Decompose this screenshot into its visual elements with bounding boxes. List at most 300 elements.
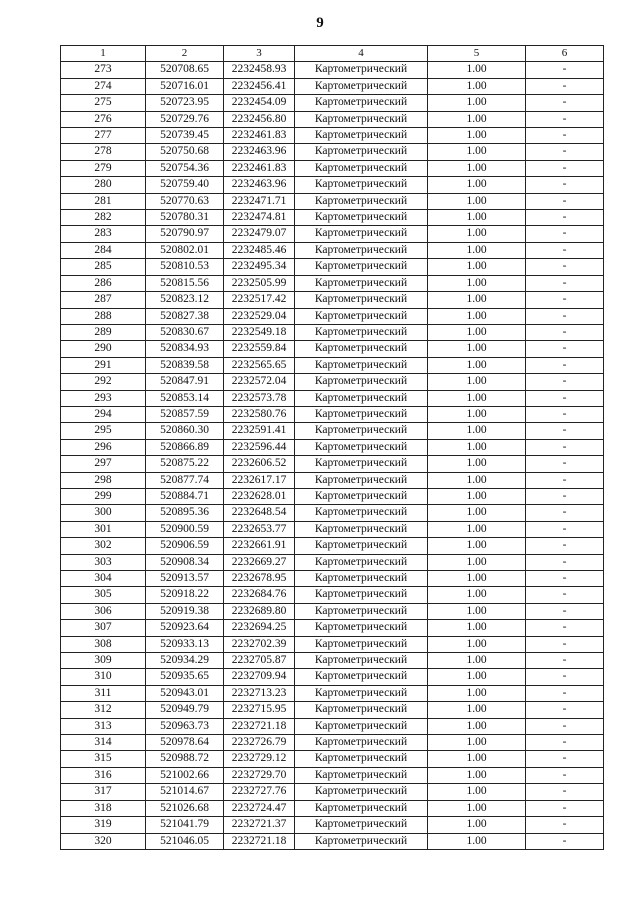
method-cell: Картометрический (295, 341, 428, 357)
y-coordinate-cell: 2232721.18 (224, 718, 295, 734)
table-row (61, 357, 604, 373)
method-cell: Картометрический (295, 275, 428, 291)
method-cell: Картометрический (295, 833, 428, 849)
description-cell: - (526, 259, 604, 275)
point-number-cell: 276 (61, 111, 146, 127)
method-cell: Картометрический (295, 718, 428, 734)
accuracy-cell: 1.00 (428, 620, 526, 636)
accuracy-cell: 1.00 (428, 95, 526, 111)
x-coordinate-cell: 520943.01 (146, 685, 224, 701)
description-cell: - (526, 292, 604, 308)
x-coordinate-cell: 520913.57 (146, 571, 224, 587)
method-cell: Картометрический (295, 603, 428, 619)
x-coordinate-cell: 520857.59 (146, 406, 224, 422)
x-coordinate-cell: 520933.13 (146, 636, 224, 652)
table-row (61, 177, 604, 193)
description-cell: - (526, 242, 604, 258)
y-coordinate-cell: 2232721.37 (224, 817, 295, 833)
table-row (61, 767, 604, 783)
accuracy-cell: 1.00 (428, 653, 526, 669)
table-row (61, 587, 604, 603)
table-row (61, 423, 604, 439)
table-row (61, 833, 604, 849)
y-coordinate-cell: 2232729.70 (224, 767, 295, 783)
point-number-cell: 286 (61, 275, 146, 291)
table-body (61, 62, 604, 850)
description-cell: - (526, 341, 604, 357)
point-number-cell: 282 (61, 210, 146, 226)
y-coordinate-cell: 2232591.41 (224, 423, 295, 439)
accuracy-cell: 1.00 (428, 521, 526, 537)
method-cell: Картометрический (295, 242, 428, 258)
description-cell: - (526, 587, 604, 603)
method-cell: Картометрический (295, 669, 428, 685)
x-coordinate-cell: 521041.79 (146, 817, 224, 833)
accuracy-cell: 1.00 (428, 341, 526, 357)
method-cell: Картометрический (295, 505, 428, 521)
method-cell: Картометрический (295, 144, 428, 160)
table-row (61, 390, 604, 406)
accuracy-cell: 1.00 (428, 735, 526, 751)
y-coordinate-cell: 2232454.09 (224, 95, 295, 111)
x-coordinate-cell: 520770.63 (146, 193, 224, 209)
accuracy-cell: 1.00 (428, 406, 526, 422)
accuracy-cell: 1.00 (428, 242, 526, 258)
accuracy-cell: 1.00 (428, 488, 526, 504)
y-coordinate-cell: 2232648.54 (224, 505, 295, 521)
accuracy-cell: 1.00 (428, 144, 526, 160)
table-row (61, 324, 604, 340)
point-number-cell: 283 (61, 226, 146, 242)
accuracy-cell: 1.00 (428, 423, 526, 439)
table-row (61, 521, 604, 537)
method-cell: Картометрический (295, 587, 428, 603)
table-row (61, 554, 604, 570)
y-coordinate-cell: 2232529.04 (224, 308, 295, 324)
x-coordinate-cell: 520918.22 (146, 587, 224, 603)
description-cell: - (526, 193, 604, 209)
table-row (61, 144, 604, 160)
description-cell: - (526, 702, 604, 718)
method-cell: Картометрический (295, 800, 428, 816)
y-coordinate-cell: 2232573.78 (224, 390, 295, 406)
description-cell: - (526, 718, 604, 734)
x-coordinate-cell: 520823.12 (146, 292, 224, 308)
point-number-cell: 284 (61, 242, 146, 258)
x-coordinate-cell: 520790.97 (146, 226, 224, 242)
table-row (61, 718, 604, 734)
description-cell: - (526, 653, 604, 669)
accuracy-cell: 1.00 (428, 472, 526, 488)
accuracy-cell: 1.00 (428, 275, 526, 291)
x-coordinate-cell: 520978.64 (146, 735, 224, 751)
table-row (61, 78, 604, 94)
x-coordinate-cell: 520723.95 (146, 95, 224, 111)
description-cell: - (526, 324, 604, 340)
description-cell: - (526, 160, 604, 176)
point-number-cell: 304 (61, 571, 146, 587)
table-row (61, 210, 604, 226)
method-cell: Картометрический (295, 488, 428, 504)
point-number-cell: 273 (61, 62, 146, 78)
description-cell: - (526, 505, 604, 521)
y-coordinate-cell: 2232606.52 (224, 456, 295, 472)
y-coordinate-cell: 2232456.80 (224, 111, 295, 127)
y-coordinate-cell: 2232727.76 (224, 784, 295, 800)
point-number-cell: 278 (61, 144, 146, 160)
table-row (61, 242, 604, 258)
y-coordinate-cell: 2232684.76 (224, 587, 295, 603)
accuracy-cell: 1.00 (428, 784, 526, 800)
accuracy-cell: 1.00 (428, 357, 526, 373)
x-coordinate-cell: 520875.22 (146, 456, 224, 472)
x-coordinate-cell: 520729.76 (146, 111, 224, 127)
description-cell: - (526, 456, 604, 472)
description-cell: - (526, 833, 604, 849)
table-row (61, 653, 604, 669)
method-cell: Картометрический (295, 357, 428, 373)
y-coordinate-cell: 2232628.01 (224, 488, 295, 504)
accuracy-cell: 1.00 (428, 324, 526, 340)
accuracy-cell: 1.00 (428, 685, 526, 701)
method-cell: Картометрический (295, 308, 428, 324)
method-cell: Картометрический (295, 735, 428, 751)
point-number-cell: 308 (61, 636, 146, 652)
description-cell: - (526, 423, 604, 439)
x-coordinate-cell: 520884.71 (146, 488, 224, 504)
x-coordinate-cell: 520919.38 (146, 603, 224, 619)
point-number-cell: 300 (61, 505, 146, 521)
accuracy-cell: 1.00 (428, 554, 526, 570)
x-coordinate-cell: 520906.59 (146, 538, 224, 554)
point-number-cell: 306 (61, 603, 146, 619)
point-number-cell: 275 (61, 95, 146, 111)
method-cell: Картометрический (295, 521, 428, 537)
page-number: 9 (316, 15, 324, 31)
x-coordinate-cell: 520815.56 (146, 275, 224, 291)
accuracy-cell: 1.00 (428, 702, 526, 718)
method-cell: Картометрический (295, 784, 428, 800)
accuracy-cell: 1.00 (428, 587, 526, 603)
table-row (61, 406, 604, 422)
point-number-cell: 281 (61, 193, 146, 209)
x-coordinate-cell: 520716.01 (146, 78, 224, 94)
point-number-cell: 315 (61, 751, 146, 767)
table-row (61, 620, 604, 636)
table-row (61, 702, 604, 718)
x-coordinate-cell: 521002.66 (146, 767, 224, 783)
description-cell: - (526, 488, 604, 504)
y-coordinate-cell: 2232694.25 (224, 620, 295, 636)
method-cell: Картометрический (295, 817, 428, 833)
accuracy-cell: 1.00 (428, 833, 526, 849)
point-number-cell: 292 (61, 374, 146, 390)
y-coordinate-cell: 2232678.95 (224, 571, 295, 587)
table-row (61, 275, 604, 291)
point-number-cell: 290 (61, 341, 146, 357)
accuracy-cell: 1.00 (428, 193, 526, 209)
method-cell: Картометрический (295, 177, 428, 193)
accuracy-cell: 1.00 (428, 128, 526, 144)
x-coordinate-cell: 520949.79 (146, 702, 224, 718)
accuracy-cell: 1.00 (428, 571, 526, 587)
point-number-cell: 301 (61, 521, 146, 537)
table-row (61, 95, 604, 111)
description-cell: - (526, 472, 604, 488)
y-coordinate-cell: 2232721.18 (224, 833, 295, 849)
y-coordinate-cell: 2232709.94 (224, 669, 295, 685)
table-row (61, 571, 604, 587)
y-coordinate-cell: 2232463.96 (224, 177, 295, 193)
description-cell: - (526, 735, 604, 751)
point-number-cell: 285 (61, 259, 146, 275)
method-cell: Картометрический (295, 653, 428, 669)
point-number-cell: 318 (61, 800, 146, 816)
description-cell: - (526, 144, 604, 160)
description-cell: - (526, 603, 604, 619)
x-coordinate-cell: 520900.59 (146, 521, 224, 537)
method-cell: Картометрический (295, 472, 428, 488)
description-cell: - (526, 95, 604, 111)
y-coordinate-cell: 2232572.04 (224, 374, 295, 390)
point-number-cell: 277 (61, 128, 146, 144)
method-cell: Картометрический (295, 62, 428, 78)
x-coordinate-cell: 520866.89 (146, 439, 224, 455)
accuracy-cell: 1.00 (428, 767, 526, 783)
table-row (61, 62, 604, 78)
y-coordinate-cell: 2232495.34 (224, 259, 295, 275)
table-row (61, 488, 604, 504)
point-number-cell: 307 (61, 620, 146, 636)
table-row (61, 800, 604, 816)
x-coordinate-cell: 520923.64 (146, 620, 224, 636)
description-cell: - (526, 439, 604, 455)
method-cell: Картометрический (295, 128, 428, 144)
description-cell: - (526, 111, 604, 127)
table-row (61, 817, 604, 833)
description-cell: - (526, 308, 604, 324)
method-cell: Картометрический (295, 292, 428, 308)
y-coordinate-cell: 2232485.46 (224, 242, 295, 258)
point-number-cell: 295 (61, 423, 146, 439)
y-coordinate-cell: 2232715.95 (224, 702, 295, 718)
y-coordinate-cell: 2232729.12 (224, 751, 295, 767)
x-coordinate-cell: 520895.36 (146, 505, 224, 521)
method-cell: Картометрический (295, 751, 428, 767)
point-number-cell: 316 (61, 767, 146, 783)
point-number-cell: 311 (61, 685, 146, 701)
column-header-method: 4 (295, 46, 428, 62)
description-cell: - (526, 78, 604, 94)
y-coordinate-cell: 2232559.84 (224, 341, 295, 357)
y-coordinate-cell: 2232505.99 (224, 275, 295, 291)
description-cell: - (526, 521, 604, 537)
table-row (61, 128, 604, 144)
x-coordinate-cell: 520759.40 (146, 177, 224, 193)
table-row (61, 505, 604, 521)
y-coordinate-cell: 2232726.79 (224, 735, 295, 751)
method-cell: Картометрический (295, 390, 428, 406)
accuracy-cell: 1.00 (428, 390, 526, 406)
point-number-cell: 296 (61, 439, 146, 455)
method-cell: Картометрический (295, 554, 428, 570)
accuracy-cell: 1.00 (428, 636, 526, 652)
accuracy-cell: 1.00 (428, 800, 526, 816)
point-number-cell: 288 (61, 308, 146, 324)
description-cell: - (526, 554, 604, 570)
description-cell: - (526, 636, 604, 652)
table-row (61, 685, 604, 701)
point-number-cell: 299 (61, 488, 146, 504)
accuracy-cell: 1.00 (428, 374, 526, 390)
method-cell: Картометрический (295, 210, 428, 226)
x-coordinate-cell: 520827.38 (146, 308, 224, 324)
method-cell: Картометрический (295, 538, 428, 554)
point-number-cell: 291 (61, 357, 146, 373)
point-number-cell: 319 (61, 817, 146, 833)
x-coordinate-cell: 520908.34 (146, 554, 224, 570)
point-number-cell: 312 (61, 702, 146, 718)
table-row (61, 538, 604, 554)
table-row (61, 341, 604, 357)
description-cell: - (526, 800, 604, 816)
x-coordinate-cell: 520847.91 (146, 374, 224, 390)
point-number-cell: 317 (61, 784, 146, 800)
method-cell: Картометрический (295, 636, 428, 652)
point-number-cell: 302 (61, 538, 146, 554)
accuracy-cell: 1.00 (428, 817, 526, 833)
description-cell: - (526, 210, 604, 226)
y-coordinate-cell: 2232463.96 (224, 144, 295, 160)
point-number-cell: 314 (61, 735, 146, 751)
y-coordinate-cell: 2232471.71 (224, 193, 295, 209)
y-coordinate-cell: 2232456.41 (224, 78, 295, 94)
point-number-cell: 305 (61, 587, 146, 603)
table-row (61, 259, 604, 275)
method-cell: Картометрический (295, 374, 428, 390)
description-cell: - (526, 538, 604, 554)
column-header-point-number: 1 (61, 46, 146, 62)
method-cell: Картометрический (295, 456, 428, 472)
table-row (61, 456, 604, 472)
point-number-cell: 279 (61, 160, 146, 176)
table-row (61, 308, 604, 324)
description-cell: - (526, 620, 604, 636)
description-cell: - (526, 357, 604, 373)
x-coordinate-cell: 520860.30 (146, 423, 224, 439)
point-number-cell: 287 (61, 292, 146, 308)
accuracy-cell: 1.00 (428, 226, 526, 242)
table-row (61, 193, 604, 209)
x-coordinate-cell: 520877.74 (146, 472, 224, 488)
method-cell: Картометрический (295, 95, 428, 111)
accuracy-cell: 1.00 (428, 160, 526, 176)
accuracy-cell: 1.00 (428, 439, 526, 455)
y-coordinate-cell: 2232458.93 (224, 62, 295, 78)
method-cell: Картометрический (295, 620, 428, 636)
x-coordinate-cell: 520988.72 (146, 751, 224, 767)
description-cell: - (526, 177, 604, 193)
point-number-cell: 280 (61, 177, 146, 193)
method-cell: Картометрический (295, 571, 428, 587)
table-row (61, 751, 604, 767)
point-number-cell: 289 (61, 324, 146, 340)
point-number-cell: 313 (61, 718, 146, 734)
description-cell: - (526, 571, 604, 587)
x-coordinate-cell: 520739.45 (146, 128, 224, 144)
description-cell: - (526, 767, 604, 783)
description-cell: - (526, 751, 604, 767)
method-cell: Картометрический (295, 324, 428, 340)
x-coordinate-cell: 520963.73 (146, 718, 224, 734)
accuracy-cell: 1.00 (428, 177, 526, 193)
y-coordinate-cell: 2232617.17 (224, 472, 295, 488)
method-cell: Картометрический (295, 702, 428, 718)
accuracy-cell: 1.00 (428, 292, 526, 308)
x-coordinate-cell: 520834.93 (146, 341, 224, 357)
y-coordinate-cell: 2232517.42 (224, 292, 295, 308)
y-coordinate-cell: 2232702.39 (224, 636, 295, 652)
coordinates-table (60, 45, 604, 850)
y-coordinate-cell: 2232479.07 (224, 226, 295, 242)
accuracy-cell: 1.00 (428, 78, 526, 94)
method-cell: Картометрический (295, 767, 428, 783)
x-coordinate-cell: 520830.67 (146, 324, 224, 340)
y-coordinate-cell: 2232461.83 (224, 160, 295, 176)
x-coordinate-cell: 520810.53 (146, 259, 224, 275)
point-number-cell: 309 (61, 653, 146, 669)
method-cell: Картометрический (295, 685, 428, 701)
y-coordinate-cell: 2232653.77 (224, 521, 295, 537)
description-cell: - (526, 275, 604, 291)
method-cell: Картометрический (295, 111, 428, 127)
description-cell: - (526, 685, 604, 701)
x-coordinate-cell: 520839.58 (146, 357, 224, 373)
x-coordinate-cell: 520853.14 (146, 390, 224, 406)
y-coordinate-cell: 2232596.44 (224, 439, 295, 455)
description-cell: - (526, 784, 604, 800)
accuracy-cell: 1.00 (428, 308, 526, 324)
column-header-description: 6 (526, 46, 604, 62)
table-row (61, 374, 604, 390)
accuracy-cell: 1.00 (428, 538, 526, 554)
y-coordinate-cell: 2232669.27 (224, 554, 295, 570)
column-header-accuracy: 5 (428, 46, 526, 62)
table-row (61, 735, 604, 751)
accuracy-cell: 1.00 (428, 669, 526, 685)
method-cell: Картометрический (295, 439, 428, 455)
y-coordinate-cell: 2232474.81 (224, 210, 295, 226)
table-row (61, 292, 604, 308)
x-coordinate-cell: 521026.68 (146, 800, 224, 816)
method-cell: Картометрический (295, 78, 428, 94)
y-coordinate-cell: 2232689.80 (224, 603, 295, 619)
table-header-row (61, 46, 604, 62)
x-coordinate-cell: 520754.36 (146, 160, 224, 176)
description-cell: - (526, 390, 604, 406)
table-row (61, 111, 604, 127)
description-cell: - (526, 817, 604, 833)
x-coordinate-cell: 520708.65 (146, 62, 224, 78)
method-cell: Картометрический (295, 406, 428, 422)
method-cell: Картометрический (295, 423, 428, 439)
description-cell: - (526, 406, 604, 422)
x-coordinate-cell: 520802.01 (146, 242, 224, 258)
point-number-cell: 298 (61, 472, 146, 488)
table-row (61, 472, 604, 488)
table-row (61, 784, 604, 800)
description-cell: - (526, 128, 604, 144)
